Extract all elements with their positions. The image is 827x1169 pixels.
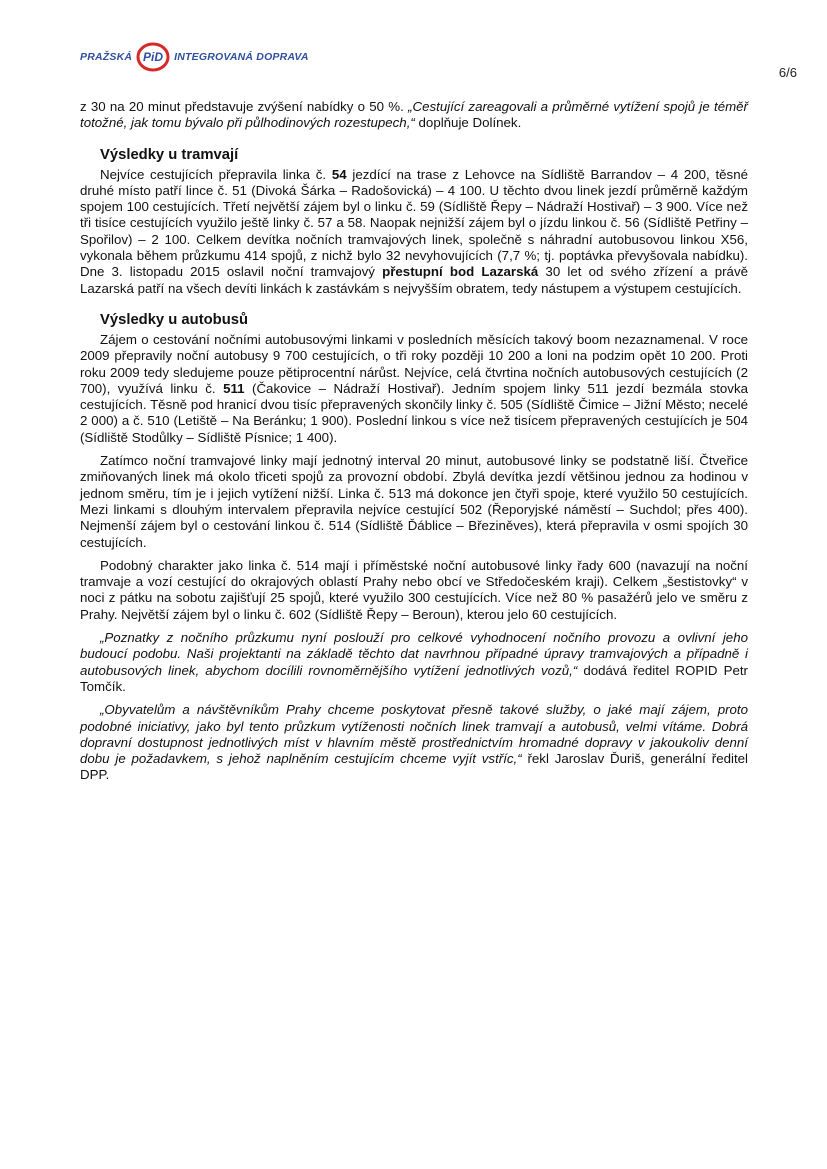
bus-line-511: 511: [223, 380, 245, 396]
tram-lazarska: přestupní bod Lazarská: [382, 264, 539, 280]
bus-paragraph-1: [80, 332, 748, 446]
bus-text-1: Zájem o cestování nočními autobusovými linkami v posledních měsících takový boom nezaznamenal. V roce 2009 přepravily noční autobusy 9 700 cestujících, o tři roky později 10 200 a loni na podzim opět 10 200. Proti roku 2009 tedy sledujeme pouze pětiprocentní nárůst. Nejvíce, celá čtvrtina nočních autobusových cestujících (2 700), využívá linku č.: [80, 331, 748, 396]
quote-dpp: [80, 702, 748, 783]
tram-text-2: jezdící na trase z Lehovce na Sídliště Barrandov – 4 200, těsné druhé místo patří lince č. 51 (Divoká Šárka – Radošovická) – 4 100. U těchto dvou linek jezdí průměrně každým spojem 100 cestujících. Třetí největší zájem byl o linku č. 59 (Sídliště Řepy – Nádraží Hostivař) – 3 900. Více než tři tisíce cestujících využilo ještě linky č. 57 a 58. Naopak nejnižší zájem byl o jízdu linkou č. 56 (Sídliště Petřiny – Spořilov) – 2 100. Celkem devítka nočních tramvajových linek, společně s náhradní autobusovou linkou X56, vykonala během průzkumu 414 spojů, z nichž bylo 32 nevyhovujících (7,7 %; tj. poptávka převyšovala nabídku). Dne 3. listopadu 2015 oslavil noční tramvajový: [80, 166, 748, 280]
logo-text-left: PRAŽSKÁ: [80, 51, 133, 63]
bus-text-2: (Čakovice – Nádraží Hostivař). Jedním spojem linky 511 jezdí bezmála stovka cestujících. Těsně pod hranicí dvou tisíc přepravených skončily linky č. 505 (Sídliště Čimice – Jižní Město; necelé 2 000) a č. 510 (Letiště – Na Beránku; 1 900). Poslední linkou s více než tisícem přepravených cestujících je 504 (Sídliště Stodůlky – Sídliště Písnice; 1 400).: [80, 380, 749, 445]
bus-paragraph-3: Podobný charakter jako linka č. 514 mají i příměstské noční autobusové linky řady 600 (navazují na noční tramvaje a vozí cestující do okrajových oblastí Prahy nebo obcí ve Středočeském kraji). Celkem „šestistovky“ v noci z pátku na sobotu zajišťují 25 spojů, které využilo 300 cestujících. Více než 80 % pasažérů jelo ve směru z Prahy. Největší zájem byl o linku č. 602 (Sídliště Řepy – Beroun), kterou jelo 60 cestujících.: [80, 557, 748, 622]
bus-paragraph-2: Zatímco noční tramvajové linky mají jednotný interval 20 minut, autobusové linky se podstatně liší. Čtveřice zmiňovaných linek má okolo třiceti spojů za provozní období. Zbylá devítka jezdí většinou jednou za hodinou v jednom směru, tím je i jejich vytížení nižší. Linka č. 513 má dokonce jen čtyři spoje, které využilo 50 cestujících. Mezi linkami s dlouhým intervalem přepravila nejvíce cestující 502 (Řeporyjské náměstí – Suchdol; přes 400). Nejmenší zájem byl o cestování linkou č. 514 (Sídliště Ďáblice – Březiněves), která přepravila v osmi spojích 30 cestujících.: [80, 453, 748, 550]
intro-text: z 30 na 20 minut představuje zvýšení nabídky o 50 %.: [80, 99, 409, 114]
bus-results-heading: Výsledky u autobusů: [100, 311, 249, 328]
tram-text-1: Nejvíce cestujících přepravila linka č.: [100, 166, 332, 182]
pid-logo-mark-icon: [136, 42, 170, 72]
quote-ropid: [80, 630, 748, 695]
quote-dpp-attribution: řekl Jaroslav Ďuriš, generální ředitel DPP.: [80, 751, 749, 783]
intro-attribution: doplňuje Dolínek.: [414, 115, 522, 131]
intro-paragraph: [80, 99, 748, 132]
tram-paragraph: [80, 167, 748, 297]
tram-results-heading: Výsledky u tramvají: [100, 146, 239, 163]
document-body: [80, 99, 748, 784]
tram-line-54: 54: [331, 166, 347, 182]
intro-quote: „Cestující zareagovali a průměrné vytížení spojů je téměř totožné, jak tomu bývalo při půlhodinových rozestupech,“: [80, 99, 748, 131]
svg-text:PiD: PiD: [143, 50, 164, 64]
logo-text-right: INTEGROVANÁ DOPRAVA: [174, 51, 309, 63]
pid-logo: [80, 42, 309, 72]
page-header: [80, 42, 797, 82]
tram-text-3: 30 let od svého zřízení a právě Lazarská patří na všech devíti linkách k zastávkám s nejvyšším obratem, tedy nástupem a výstupem cestujících.: [80, 264, 748, 296]
page-number: 6/6: [778, 65, 797, 80]
quote-ropid-attribution: dodává ředitel ROPID Petr Tomčík.: [80, 662, 748, 694]
quote-ropid-text: „Poznatky z nočního průzkumu nyní poslouží pro celkové vyhodnocení nočního provozu a ovlivní jeho budoucí podobu. Naši projektanti na základě těchto dat navrhnou případné úpravy tramvajových a případně i autobusových linek, abychom docílili rovnoměrnějšího vytížení jednotlivých vozů,“: [80, 630, 748, 678]
quote-dpp-text: „Obyvatelům a návštěvníkům Prahy chceme poskytovat přesně takové služby, o jaké mají zájem, proto podobné iniciativy, jako byl tento průzkum vytíženosti nočních linek tramvají a autobusů, velmi vítáme. Dobrá dopravní dostupnost jednotlivých míst v hlavním městě prostřednictvím hromadné dopravy v jakoukoliv denní dobu je požadavkem, s jehož naplněním cestujícím chceme vyjít vstříc,“: [80, 702, 748, 767]
